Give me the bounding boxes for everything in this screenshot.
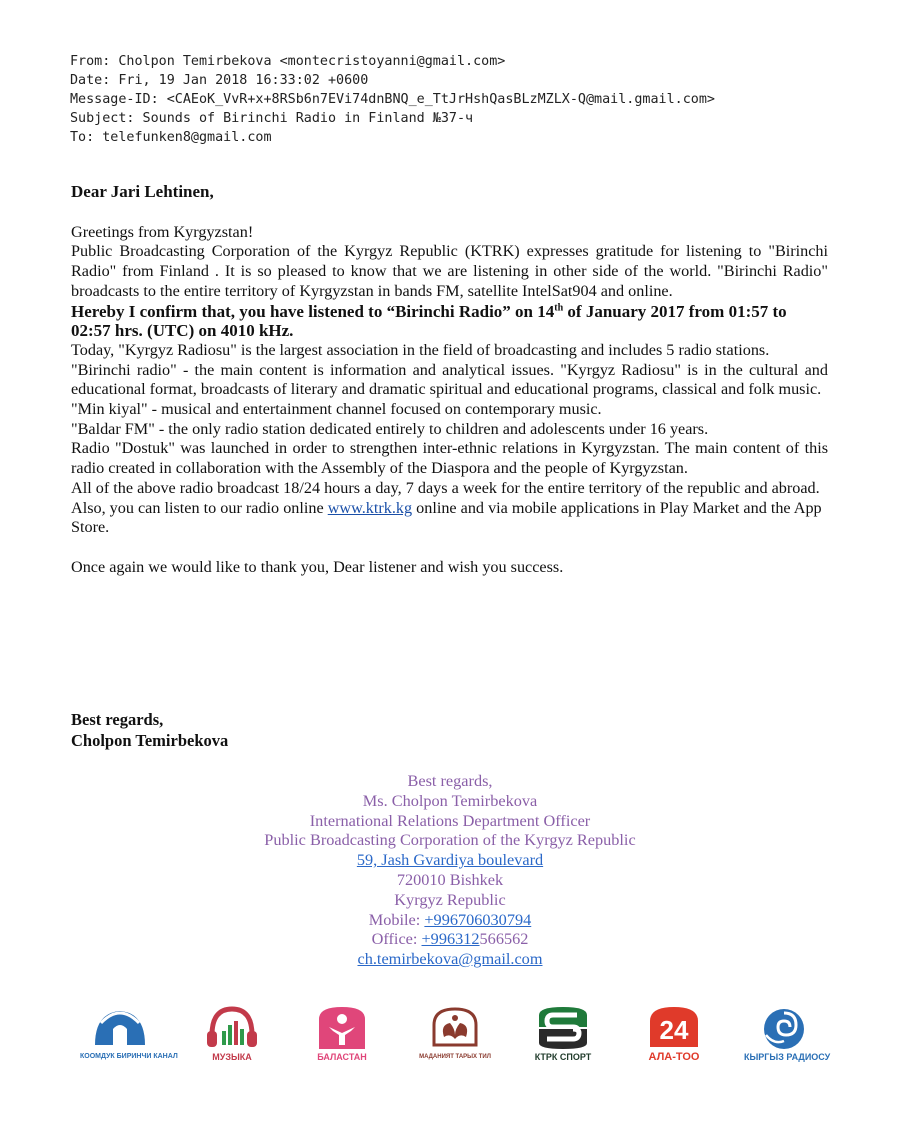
logo-ala-too-24 [634, 1005, 714, 1077]
logo-madaniyat [415, 1005, 495, 1077]
headphones-logo-icon [204, 1005, 260, 1051]
email-to: To: telefunken8@gmail.com [70, 130, 272, 145]
logo-balastan [302, 1005, 382, 1077]
email-headers [70, 52, 715, 147]
email-signature [150, 771, 750, 969]
signature-name: Ms. Cholpon Temirbekova [362, 790, 538, 810]
signature-office [150, 929, 750, 949]
broadcast-text-1: All of the above radio broadcast 18/24 hours a day, 7 days a week for the entire territory of the republic and abroad. Also, you can listen to our radio online [71, 478, 820, 517]
signature-mobile [150, 910, 750, 930]
signature-regards: Best regards, [407, 771, 493, 790]
paragraph-birinchi-radio: "Birinchi radio" - the main content is information and analytical issues. "Kyrgyz Radiosu" is in the cultural and educational format, broadcasts of literary and dramatic spiritual and educational programs, classical and folk music. [71, 360, 828, 399]
signature-organization: Public Broadcasting Corporation of the Kyrgyz Republic [264, 830, 636, 850]
ala-too-24-logo-icon [646, 1005, 702, 1051]
email-subject: Subject: Sounds of Birinchi Radio in Finland №37-ч [70, 111, 474, 126]
logo-caption: МУЗЫКА [212, 1052, 252, 1062]
logo-caption: МАДАНИЯТ ТАРЫХ ТИЛ [419, 1054, 491, 1060]
paragraph-min-kiyal: "Min kiyal" - musical and entertainment channel focused on contemporary music. [71, 400, 602, 419]
email-date: Date: Fri, 19 Jan 2018 16:33:02 +0600 [70, 73, 369, 88]
salutation: Dear Jari Lehtinen, [71, 182, 214, 201]
kyrgyz-radiosu-logo-icon [760, 1005, 808, 1051]
spacer [71, 538, 828, 558]
logo-caption: КТРК СПОРТ [534, 1052, 592, 1062]
logo-caption: АЛА-ТОО [648, 1051, 700, 1063]
logo-kyrgyz-radiosu [744, 1005, 831, 1077]
paragraph-broadcast [71, 479, 828, 538]
confirmation-statement [71, 302, 828, 341]
office-label: Office: [371, 929, 422, 949]
closing-regards: Best regards, [71, 710, 164, 729]
paragraph-kyrgyz-radiosu: Today, "Kyrgyz Radiosu" is the largest association in the field of broadcasting and includes 5 radio stations. [71, 340, 770, 359]
logo-caption: КООМДУК БИРИНЧИ КАНАЛ [80, 1053, 178, 1060]
signature-position: International Relations Department Officer [309, 810, 591, 830]
channel-logos-row [80, 1005, 840, 1085]
signature-city: 720010 Bishkek [396, 869, 504, 889]
signature-address-link[interactable]: 59, Jash Gvardiya boulevard [356, 850, 544, 870]
paragraph-dostuk: Radio "Dostuk" was launched in order to strengthen inter-ethnic relations in Kyrgyzstan. The main content of this radio created in collaboration with the Assembly of the Diaspora and the people of Kyrgyzstan. [71, 439, 828, 478]
sport-logo-icon [535, 1005, 591, 1051]
logo-koomduk-birinchi-kanal [80, 1005, 178, 1077]
confirmation-part-2: of January 2017 from 01:57 to 02:57 hrs. (UTC) on 4010 kHz. [71, 301, 787, 341]
office-phone-rest: 566562 [479, 929, 529, 949]
logo-caption: КЫРГЫЗ РАДИОСУ [744, 1052, 831, 1062]
greeting: Greetings from Kyrgyzstan! [71, 222, 254, 241]
confirmation-superscript: th [554, 301, 564, 313]
thanks-paragraph: Once again we would like to thank you, Dear listener and wish you success. [71, 557, 564, 576]
ktrk-website-link[interactable]: www.ktrk.kg [327, 498, 413, 517]
ornament-logo-icon [428, 1005, 482, 1051]
logo-caption: БАЛАСТАН [317, 1052, 367, 1062]
letter-body [71, 182, 828, 577]
mobile-label: Mobile: [368, 909, 425, 929]
closing-block [71, 709, 228, 751]
closing-name: Cholpon Temirbekova [71, 731, 229, 750]
email-message-id: Message-ID: <CAEoK_VvR+x+8RSb6n7EVi74dnBNQ_e_TtJrHshQasBLzMZLX-Q@mail.gmail.com> [70, 92, 715, 107]
signature-country: Kyrgyz Republic [394, 889, 506, 909]
child-logo-icon [315, 1005, 369, 1051]
paragraph-intro: Public Broadcasting Corporation of the Kyrgyz Republic (KTRK) expresses gratitude for listening to "Birinchi Radio" from Finland . It is so pleased to know that we are listening in other side of the world. "Birinchi Radio" broadcasts to the entire territory of Kyrgyzstan in bands FM, satellite IntelSat904 and online. [71, 242, 828, 300]
logo-ktrk-sport [523, 1005, 603, 1077]
confirmation-part-1: Hereby I confirm that, you have listened to “Birinchi Radio” on 14 [71, 301, 555, 321]
broadcast-text-2: online and via mobile applications in Play Market and the App Store. [71, 498, 822, 537]
svg-text:24: 24 [659, 1015, 689, 1045]
mobile-phone-link[interactable]: +996706030794 [424, 909, 532, 929]
email-from: From: Cholpon Temirbekova <montecristoyanni@gmail.com> [70, 54, 506, 69]
office-phone-link[interactable]: +996312 [421, 929, 480, 949]
logo-muzyka [192, 1005, 272, 1077]
signature-email-link[interactable]: ch.temirbekova@gmail.com [357, 949, 543, 969]
yurt-logo-icon [91, 1005, 149, 1051]
paragraph-baldar-fm: "Baldar FM" - the only radio station dedicated entirely to children and adolescents under 16 years. [71, 419, 709, 438]
